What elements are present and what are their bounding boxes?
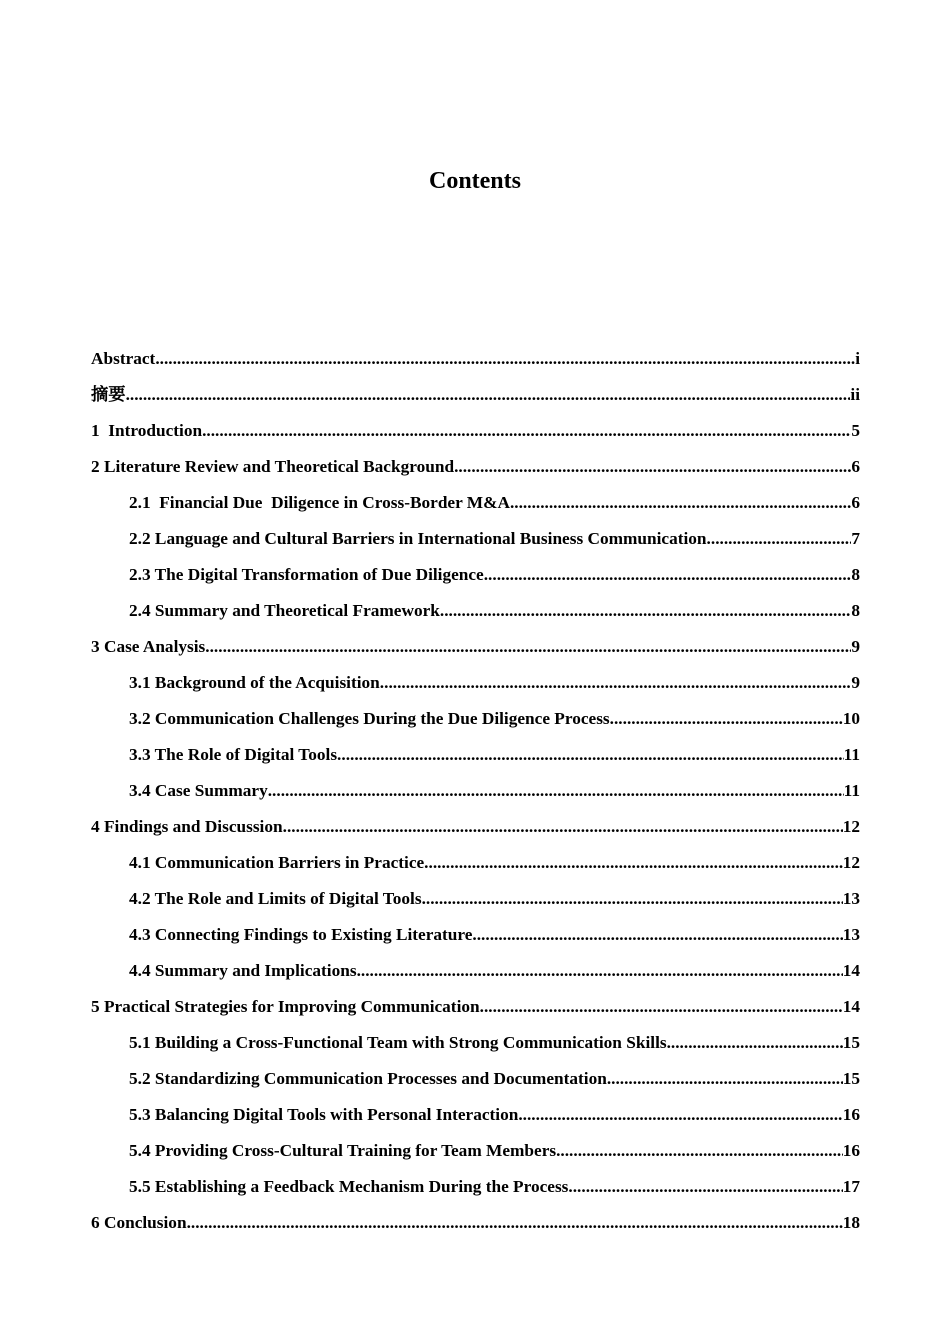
toc-entry[interactable]	[91, 485, 860, 521]
toc-entry-label: 2.3 The Digital Transformation of Due Diligence	[129, 565, 484, 584]
toc-dot-leader	[380, 665, 852, 701]
toc-dot-leader	[667, 1025, 843, 1061]
toc-page-number: 8	[851, 565, 860, 584]
toc-entry-label: 3.3 The Role of Digital Tools	[129, 745, 338, 764]
toc-page-number: 14	[842, 997, 860, 1016]
toc-page-number: i	[855, 349, 860, 368]
toc-page-number: 6	[851, 493, 860, 512]
toc-page-number: 9	[851, 673, 860, 692]
toc-page-number: 12	[842, 817, 860, 836]
toc-dot-leader	[607, 1061, 843, 1097]
toc-page-number: 16	[842, 1105, 860, 1124]
toc-entry-label: 5.3 Balancing Digital Tools with Personal Interaction	[129, 1105, 519, 1124]
toc-entry[interactable]	[91, 1025, 860, 1061]
toc-dot-leader	[518, 1097, 842, 1133]
toc-page-number: 18	[842, 1213, 860, 1232]
toc-entry[interactable]	[91, 989, 860, 1025]
toc-entry-label: 4.1 Communication Barriers in Practice	[129, 853, 425, 872]
toc-entry-label: 3 Case Analysis	[91, 637, 206, 656]
toc-dot-leader	[126, 377, 851, 413]
toc-dot-leader	[283, 809, 843, 845]
toc-dot-leader	[610, 701, 843, 737]
toc-entry-label: 2.1 Financial Due Diligence in Cross-Border M&A	[129, 493, 510, 512]
toc-entry[interactable]	[91, 1133, 860, 1169]
toc-dot-leader	[707, 521, 852, 557]
toc-entry[interactable]	[91, 1061, 860, 1097]
toc-dot-leader	[454, 449, 851, 485]
toc-page-number: 15	[842, 1033, 860, 1052]
toc-entry[interactable]	[91, 701, 860, 737]
toc-entry[interactable]	[91, 449, 860, 485]
toc-page-number: 12	[842, 853, 860, 872]
toc-entry-label: 5.5 Establishing a Feedback Mechanism During the Process	[129, 1177, 569, 1196]
toc-dot-leader	[268, 773, 844, 809]
toc-entry-label: 2 Literature Review and Theoretical Background	[91, 457, 455, 476]
toc-dot-leader	[510, 485, 851, 521]
toc-entry[interactable]	[91, 341, 860, 377]
toc-entry[interactable]	[91, 629, 860, 665]
toc-entry[interactable]	[91, 557, 860, 593]
toc-entry[interactable]	[91, 665, 860, 701]
toc-entry-label: 3.2 Communication Challenges During the Due Diligence Process	[129, 709, 610, 728]
toc-entry[interactable]	[91, 1097, 860, 1133]
toc-entry[interactable]	[91, 521, 860, 557]
toc-entry[interactable]	[91, 845, 860, 881]
toc-page-number: 7	[851, 529, 860, 548]
toc-entry[interactable]	[91, 809, 860, 845]
toc-entry[interactable]	[91, 377, 860, 413]
toc-dot-leader	[337, 737, 844, 773]
toc-dot-leader	[472, 917, 842, 953]
toc-entry[interactable]	[91, 953, 860, 989]
toc-entry[interactable]	[91, 593, 860, 629]
toc-page-number: 13	[842, 925, 860, 944]
toc-entry[interactable]	[91, 881, 860, 917]
toc-page-number: 11	[843, 781, 860, 800]
toc-dot-leader	[484, 557, 852, 593]
toc-entry-label: 3.1 Background of the Acquisition	[129, 673, 380, 692]
toc-dot-leader	[480, 989, 843, 1025]
toc-entry[interactable]	[91, 737, 860, 773]
toc-page-number: 11	[843, 745, 860, 764]
toc-dot-leader	[357, 953, 843, 989]
toc-page-number: 10	[842, 709, 860, 728]
toc-entry[interactable]	[91, 1205, 860, 1241]
toc-dot-leader	[424, 845, 843, 881]
toc-entry-label: 5.2 Standardizing Communication Processes and Documentation	[129, 1069, 607, 1088]
toc-entry-label: 2.2 Language and Cultural Barriers in International Business Communication	[129, 529, 707, 548]
toc-entry-label: 4.2 The Role and Limits of Digital Tools	[129, 889, 422, 908]
toc-entry-label: 5 Practical Strategies for Improving Communication	[91, 997, 480, 1016]
toc-dot-leader	[568, 1169, 842, 1205]
toc-dot-leader	[422, 881, 843, 917]
toc-entry-label: 5.1 Building a Cross-Functional Team with Strong Communication Skills	[129, 1033, 667, 1052]
toc-entry[interactable]	[91, 413, 860, 449]
toc-page-number: 14	[842, 961, 860, 980]
toc-dot-leader	[187, 1205, 843, 1241]
toc-dot-leader	[440, 593, 851, 629]
toc-dot-leader	[556, 1133, 843, 1169]
table-of-contents	[91, 341, 860, 1241]
toc-dot-leader	[205, 629, 851, 665]
toc-page-number: 5	[851, 421, 860, 440]
toc-entry-label: 4.4 Summary and Implications	[129, 961, 357, 980]
page-title: Contents	[428, 168, 521, 194]
toc-entry-label: 摘要	[91, 385, 126, 404]
toc-page-number: 17	[842, 1177, 860, 1196]
toc-dot-leader	[202, 413, 851, 449]
toc-entry-label: 4 Findings and Discussion	[91, 817, 283, 836]
toc-page-number: 15	[842, 1069, 860, 1088]
toc-page-number: 13	[842, 889, 860, 908]
toc-entry[interactable]	[91, 773, 860, 809]
toc-page-number: 8	[851, 601, 860, 620]
toc-page-number: 9	[851, 637, 860, 656]
toc-entry-label: 2.4 Summary and Theoretical Framework	[129, 601, 440, 620]
toc-entry[interactable]	[91, 1169, 860, 1205]
toc-entry-label: Abstract	[91, 349, 156, 368]
toc-entry-label: 5.4 Providing Cross-Cultural Training for Team Members	[129, 1141, 557, 1160]
toc-entry-label: 6 Conclusion	[91, 1213, 187, 1232]
toc-entry-label: 4.3 Connecting Findings to Existing Literature	[129, 925, 473, 944]
toc-page-number: 6	[851, 457, 860, 476]
toc-dot-leader	[155, 341, 855, 377]
toc-entry-label: 3.4 Case Summary	[129, 781, 268, 800]
toc-page-number: ii	[850, 385, 860, 404]
toc-page-number: 16	[842, 1141, 860, 1160]
toc-entry-label: 1 Introduction	[91, 421, 203, 440]
toc-entry[interactable]	[91, 917, 860, 953]
